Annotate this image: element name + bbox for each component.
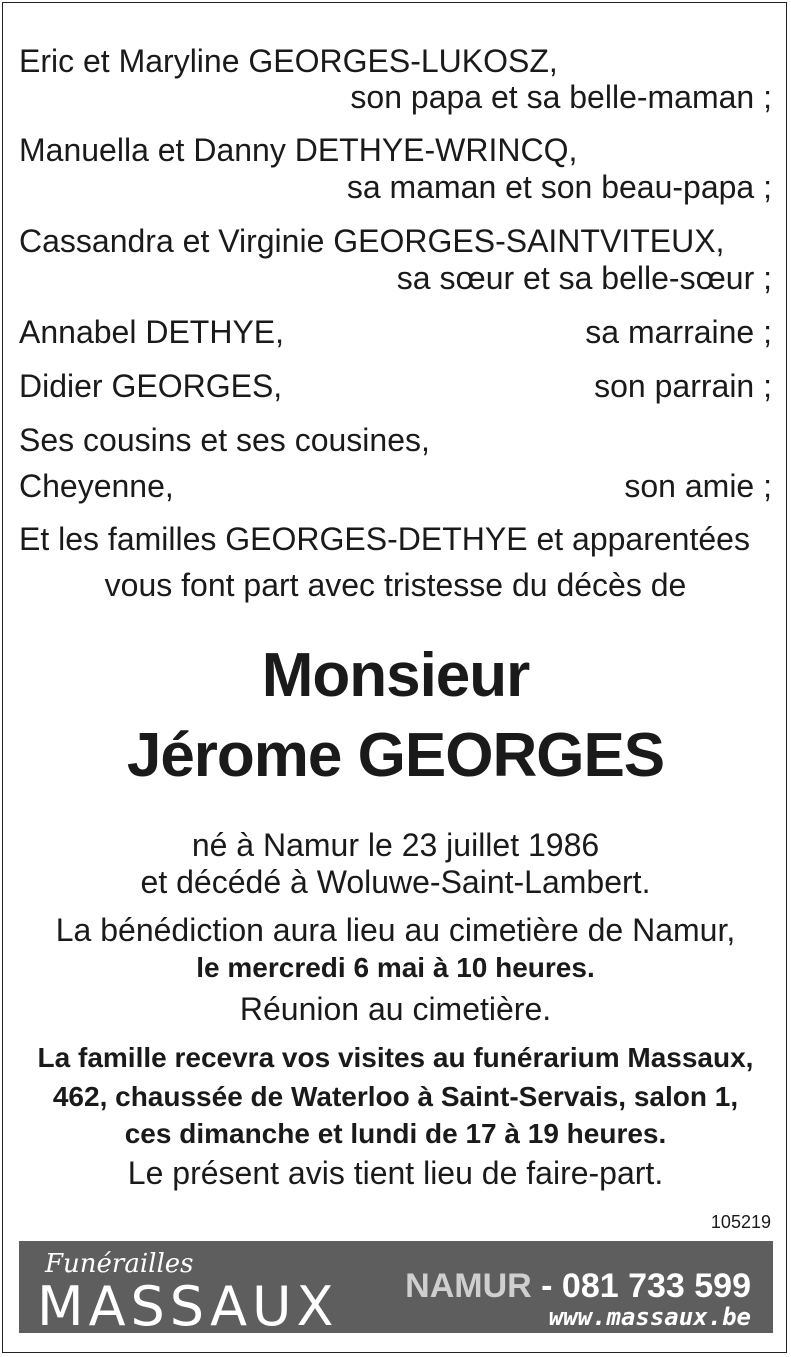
- family-name-3: Cassandra et Virginie GEORGES-SAINTVITEUX,: [19, 223, 725, 259]
- phone-number: 081 733 599: [561, 1267, 751, 1305]
- family-row-4: [19, 313, 772, 351]
- visit-line-3: ces dimanche et lundi de 17 à 19 heures.: [124, 1118, 667, 1149]
- family-name-5: Didier GEORGES,: [19, 368, 283, 404]
- brand-logo-text: MASSAUX: [37, 1275, 339, 1338]
- website-link[interactable]: www.massaux.be: [548, 1303, 751, 1331]
- families-line: Et les familles GEORGES-DETHYE et apparentées: [19, 521, 750, 557]
- family-name-7: Cheyenne,: [19, 468, 174, 504]
- separator: -: [531, 1267, 562, 1305]
- family-relation-7: son amie ;: [624, 468, 772, 504]
- family-relation-1: son papa et sa belle-maman ;: [350, 79, 772, 115]
- deceased-title: Monsieur: [261, 641, 530, 710]
- meeting-line: Réunion au cimetière.: [239, 991, 552, 1027]
- family-name-6: Ses cousins et ses cousines,: [19, 422, 430, 458]
- family-row-5: [19, 367, 772, 405]
- birth-line: né à Namur le 23 juillet 1986: [191, 827, 600, 863]
- ceremony-date: le mercredi 6 mai à 10 heures.: [196, 952, 595, 983]
- reference-number: 105219: [710, 1212, 771, 1232]
- death-line: et décédé à Woluwe-Saint-Lambert.: [140, 864, 651, 900]
- funeral-home-banner: [19, 1241, 773, 1338]
- visit-line-2: 462, chaussée de Waterloo à Saint-Servais, salon 1,: [52, 1081, 739, 1112]
- brand-subtitle: Funérailles: [45, 1249, 194, 1279]
- family-name-2: Manuella et Danny DETHYE-WRINCQ,: [19, 132, 578, 168]
- family-relation-4: sa marraine ;: [585, 314, 772, 350]
- announce-line: vous font part avec tristesse du décès de: [104, 567, 687, 603]
- family-name-1: Eric et Maryline GEORGES-LUKOSZ,: [19, 43, 558, 79]
- family-name-4: Annabel DETHYE,: [19, 314, 285, 350]
- city-label: NAMUR: [405, 1267, 532, 1305]
- ceremony-line: La bénédiction aura lieu au cimetière de Namur,: [55, 912, 736, 948]
- family-row-7: [19, 467, 772, 505]
- deceased-name: Jérome GEORGES: [126, 721, 665, 790]
- visit-line-1: La famille recevra vos visites au funérarium Massaux,: [37, 1042, 754, 1073]
- family-relation-3: sa sœur et sa belle-sœur ;: [396, 260, 772, 296]
- family-relation-2: sa maman et son beau-papa ;: [346, 169, 772, 205]
- notice-line: Le présent avis tient lieu de faire-part.: [127, 1155, 664, 1191]
- family-relation-5: son parrain ;: [594, 368, 772, 404]
- contact-phone-line: [405, 1267, 751, 1306]
